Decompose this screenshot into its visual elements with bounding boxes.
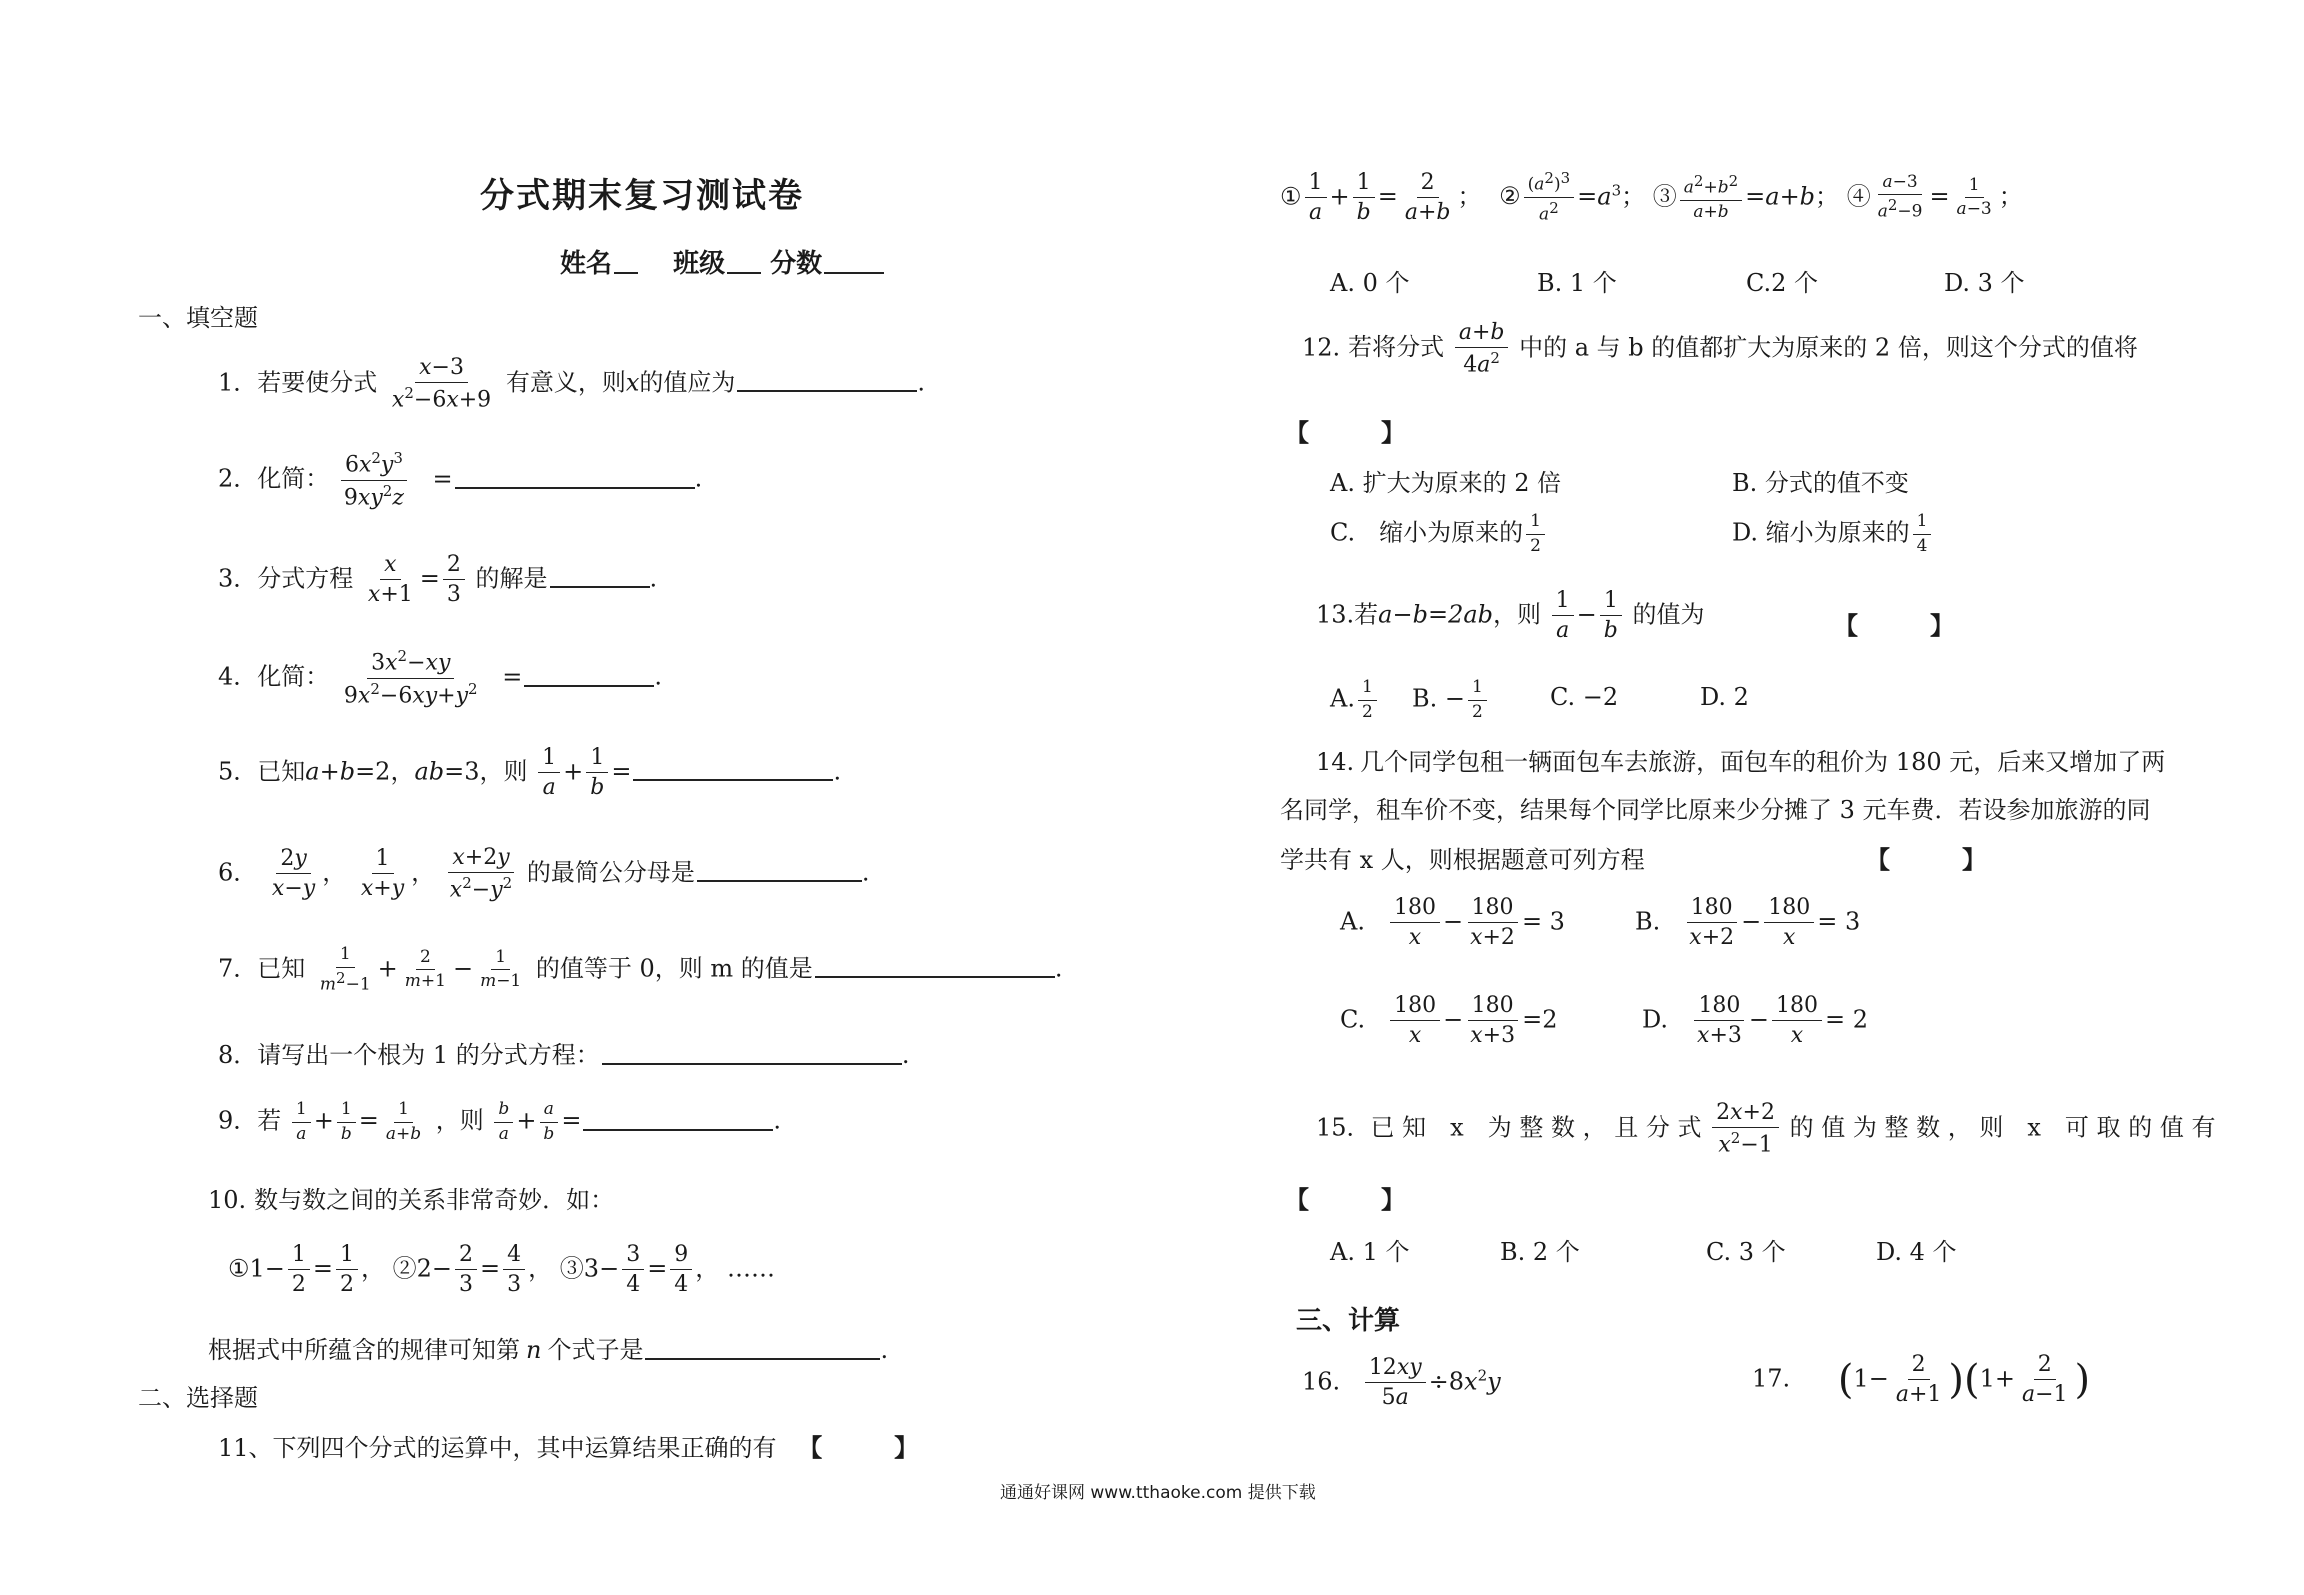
- q13-answer-bracket[interactable]: 【 】: [1834, 611, 1954, 640]
- q11-option-b[interactable]: B. 1 个: [1537, 269, 1617, 297]
- q13-option-a[interactable]: A. $\frac{1}{2}$: [1330, 678, 1380, 722]
- q12-option-a[interactable]: A. 扩大为原来的 2 倍: [1330, 469, 1562, 497]
- name-label: 姓名: [560, 249, 613, 279]
- question-13: 13.若a−b=2ab，则 $\frac{1}{a}$ − $\frac{1}{b}$ 的值为: [1316, 588, 1705, 644]
- name-blank[interactable]: [614, 272, 638, 274]
- q5-answer-blank[interactable]: [633, 779, 833, 781]
- question-17: 17. (1− $\frac{2}{a+1}$ )(1+ $\frac{2}{a-1}$ ): [1752, 1352, 2091, 1408]
- q15-option-d[interactable]: D. 4 个: [1876, 1238, 1957, 1266]
- question-16: 16. $\frac{12xy}{5a}$ $\div 8x^2y$: [1302, 1355, 1501, 1411]
- q13-option-d[interactable]: D. 2: [1700, 683, 1749, 711]
- q13-option-b[interactable]: B. − $\frac{1}{2}$: [1412, 678, 1490, 722]
- q8-answer-blank[interactable]: [602, 1063, 902, 1065]
- question-4: 4．化简： $\frac{3x^2-xy}{9x^2-6xy+y^2}$ = .: [218, 647, 662, 708]
- q10-answer-blank[interactable]: [645, 1358, 880, 1360]
- q14-line-2: 名同学，租车价不变，结果每个同学比原来少分摊了 3 元车费．若设参加旅游的同: [1280, 796, 2151, 824]
- q11-option-a[interactable]: A. 0 个: [1330, 269, 1410, 297]
- question-14: 14. 几个同学包租一辆面包车去旅游，面包车的租价为 180 元，后来又增加了两: [1316, 748, 2166, 776]
- q11-option-c[interactable]: C.2 个: [1746, 269, 1819, 297]
- q15-option-b[interactable]: B. 2 个: [1500, 1238, 1580, 1266]
- question-1: 1．若要使分式 $\frac{x-3}{x^2-6x+9}$ 有意义，则x的值应为 .: [218, 355, 926, 413]
- footer-credit: 通通好课网 www.tthaoke.com 提供下载: [1000, 1483, 1316, 1503]
- q12-answer-bracket[interactable]: 【 】: [1285, 418, 1405, 447]
- q14-option-b[interactable]: B. $\frac{180}{x+2}$ − $\frac{180}{x}$ = 3: [1635, 895, 1861, 951]
- question-12: 12. 若将分式 $\frac{a+b}{4a^2}$ 中的 a 与 b 的值都扩大为原来的 2 倍，则这个分式的值将: [1302, 320, 2138, 378]
- q7-answer-blank[interactable]: [815, 976, 1055, 978]
- question-3: 3．分式方程 $\frac{x}{x+1}$ = $\frac{2}{3}$ 的解是 .: [218, 552, 658, 608]
- q3-answer-blank[interactable]: [550, 586, 650, 588]
- score-label: 分数: [770, 249, 823, 279]
- q13-option-c[interactable]: C. −2: [1550, 683, 1619, 711]
- q14-option-c[interactable]: C. $\frac{180}{x}$ − $\frac{180}{x+3}$ =2: [1340, 993, 1558, 1049]
- class-label: 班级: [673, 249, 726, 279]
- q10-sequence: ①1− $\frac{1}{2}$ = $\frac{1}{2}$ ， ②2− $\frac{2}{3}$ = $\frac{4}{3}$ ， ③3− $\frac{3}{4}$ = $\frac{9}{4}$ ， ……: [228, 1242, 775, 1298]
- q11-answer-bracket[interactable]: 【 】: [798, 1433, 919, 1462]
- q9-answer-blank[interactable]: [583, 1129, 773, 1131]
- section-calc-heading: 三、计算: [1296, 1306, 1401, 1336]
- q12-option-d[interactable]: D. 缩小为原来的 $\frac{1}{4}$: [1732, 512, 1934, 556]
- question-15: 15．已 知 x 为 整 数 ， 且 分 式 $\frac{2x+2}{x^2-1}$ 的 值 为 整 数 ， 则 x 可 取 的 值 有: [1316, 1100, 2216, 1158]
- question-11: 11、下列四个分式的运算中，其中运算结果正确的有 【 】: [218, 1433, 919, 1462]
- q14-answer-bracket[interactable]: 【 】: [1866, 845, 1986, 874]
- question-5: 5．已知a+b=2，ab=3，则 $\frac{1}{a}$ + $\frac{1}{b}$ = .: [218, 745, 842, 801]
- q11-option-d[interactable]: D. 3 个: [1944, 269, 2025, 297]
- q6-answer-blank[interactable]: [697, 880, 862, 882]
- q14-line-3: 学共有 x 人，则根据题意可列方程: [1280, 846, 1645, 874]
- student-info: [560, 243, 884, 280]
- q14-option-a[interactable]: A. $\frac{180}{x}$ − $\frac{180}{x+2}$ = 3: [1340, 895, 1565, 951]
- q10-rule: 根据式中所蕴含的规律可知第 n 个式子是 .: [208, 1336, 889, 1364]
- q2-answer-blank[interactable]: [455, 487, 695, 489]
- question-8: 8．请写出一个根为 1 的分式方程： .: [218, 1041, 910, 1069]
- q2-fraction: $\frac{6x^2y^3}{9xy^2z}$: [340, 450, 408, 510]
- q15-answer-bracket[interactable]: 【 】: [1285, 1185, 1405, 1214]
- q1-fraction: $\frac{x-3}{x^2-6x+9}$: [391, 355, 492, 413]
- q4-answer-blank[interactable]: [524, 685, 654, 687]
- q11-items: ① $\frac{1}{a}$ + $\frac{1}{b}$ = $\frac{2}{a+b}$ ； ② $\frac{(a^2)^3}{a^2}$ $=a^3$； ③ $\frac{a^2+b^2}{a+b}$ =a+b； ④ $\frac{a-3}{a^2-9}$ = $\frac{1}{a-3}$ ；: [1280, 169, 2023, 226]
- question-7: 7．已知 $\frac{1}{m^2-1}$ + $\frac{2}{m+1}$ − $\frac{1}{m-1}$ 的值等于 0，则 m 的值是 .: [218, 944, 1063, 995]
- q15-option-a[interactable]: A. 1 个: [1330, 1238, 1410, 1266]
- question-9: 9．若 $\frac{1}{a}$ + $\frac{1}{b}$ = $\frac{1}{a+b}$ ，则 $\frac{b}{a}$ + $\frac{a}{b}$ = .: [218, 1099, 782, 1144]
- q15-option-c[interactable]: C. 3 个: [1706, 1238, 1786, 1266]
- q12-option-b[interactable]: B. 分式的值不变: [1732, 469, 1909, 497]
- section-fill-heading: 一、填空题: [138, 304, 258, 332]
- question-2: 2．化简： $\frac{6x^2y^3}{9xy^2z}$ = .: [218, 449, 703, 510]
- score-blank[interactable]: [824, 272, 884, 274]
- section-choice-heading: 二、选择题: [138, 1384, 258, 1412]
- question-10: 10. 数与数之间的关系非常奇妙．如：: [208, 1186, 615, 1214]
- class-blank[interactable]: [727, 272, 761, 274]
- question-6: 6． $\frac{2y}{x-y}$ ， $\frac{1}{x+y}$ ， $\frac{x+2y}{x^2-y^2}$ 的最简公分母是 .: [218, 845, 870, 903]
- page-title: 分式期末复习测试卷: [480, 176, 804, 216]
- q1-answer-blank[interactable]: [737, 390, 917, 392]
- q14-option-d[interactable]: D. $\frac{180}{x+3}$ − $\frac{180}{x}$ = 2: [1642, 993, 1868, 1049]
- q12-option-c[interactable]: C. 缩小为原来的 $\frac{1}{2}$: [1330, 512, 1548, 556]
